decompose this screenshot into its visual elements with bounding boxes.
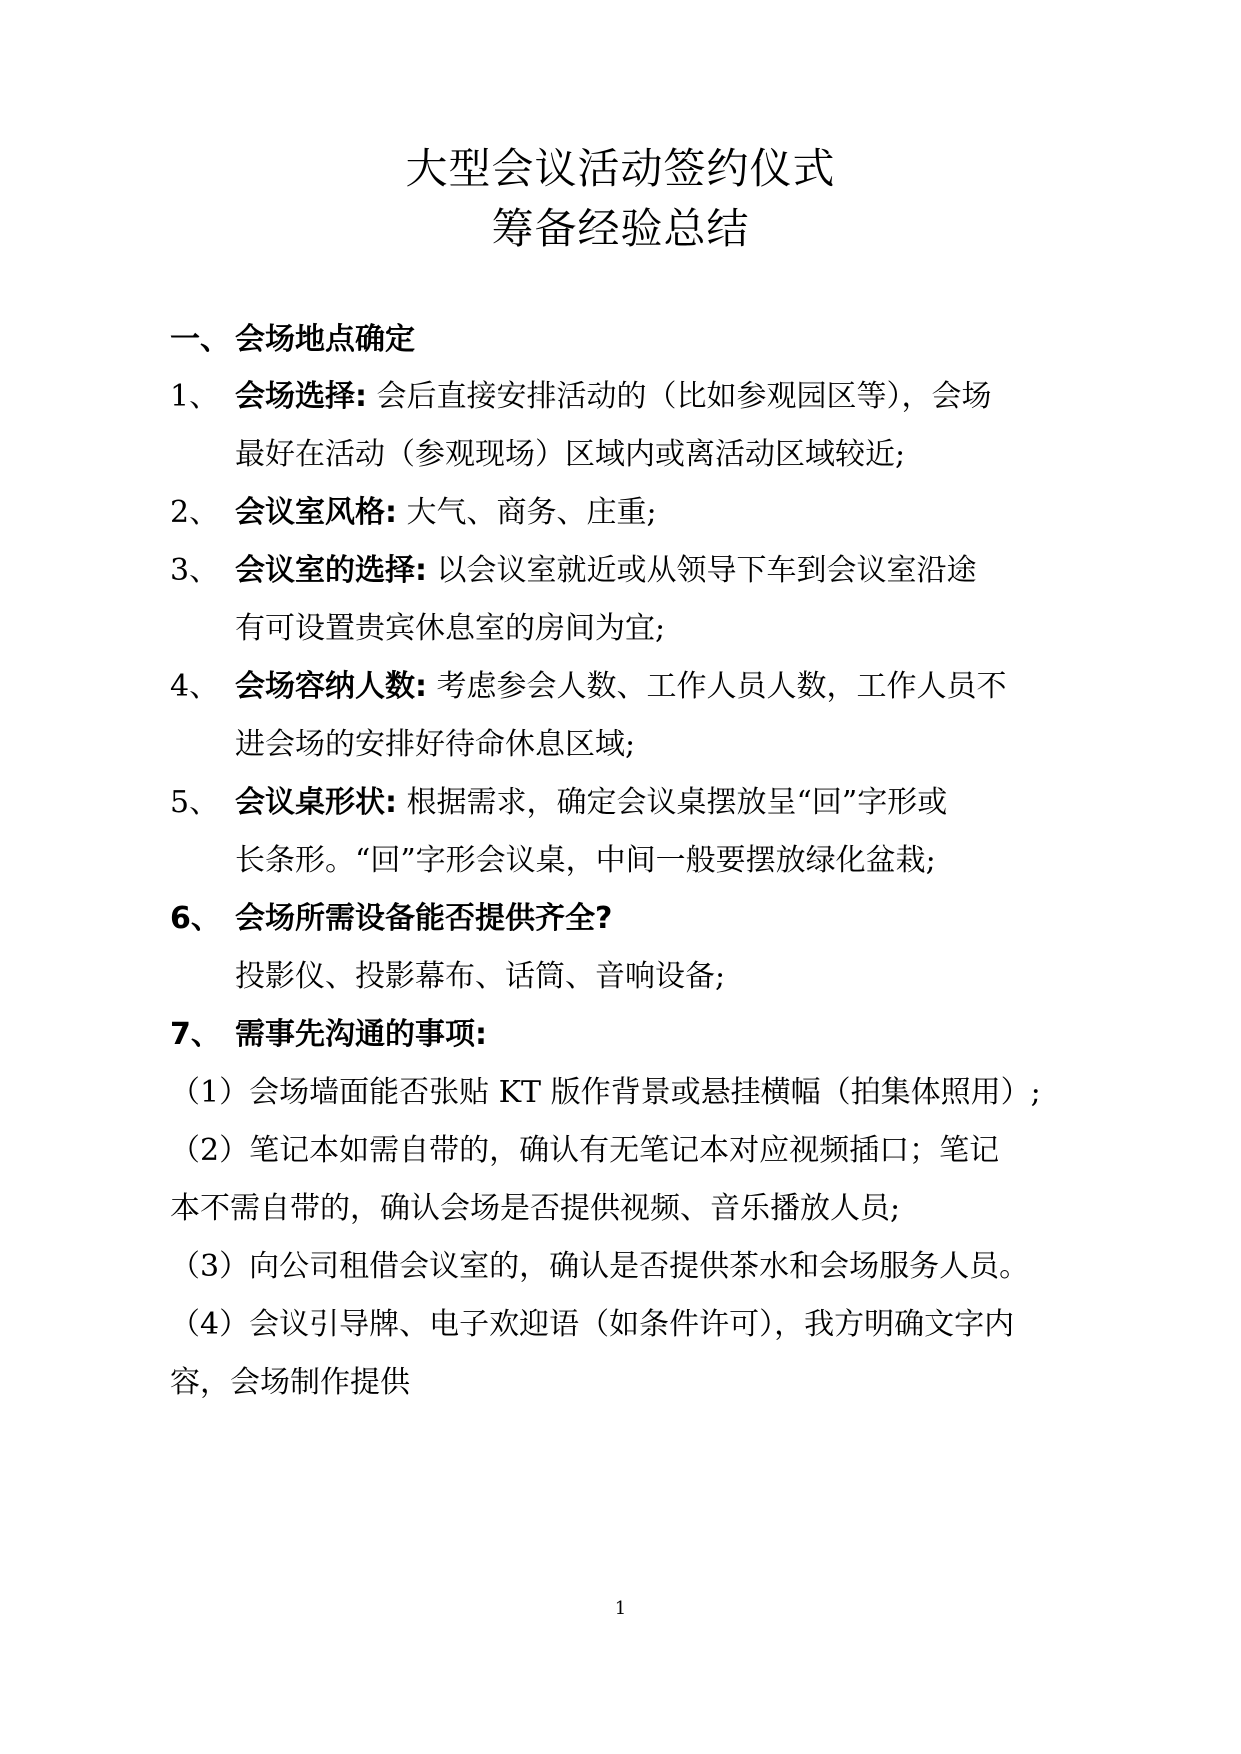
item-number-1: 1、 [170, 379, 220, 414]
item-4-text: 考虑参会人数、工作人员人数，工作人员不 [436, 669, 1007, 704]
item-2-label: 会议室风格: [235, 495, 397, 530]
item-number-5: 5、 [170, 785, 220, 820]
document-title-line-2: 筹备经验总结 [491, 204, 750, 253]
item-7-label: 需事先沟通的事项: [235, 1017, 487, 1052]
item-2-first-line [235, 493, 657, 533]
item-1-label: 会场选择: [235, 379, 367, 414]
section-number: 一、 [170, 322, 230, 357]
item-4-second-line: 进会场的安排好待命休息区域; [235, 727, 636, 762]
section-heading: 会场地点确定 [235, 322, 415, 357]
item-5-text: 根据需求，确定会议桌摆放呈“回”字形或 [406, 785, 948, 820]
item-number-7: 7、 [170, 1017, 221, 1052]
item-5-second-line: 长条形。“回”字形会议桌，中间一般要摆放绿化盆栽; [235, 843, 936, 878]
item-4-first-line [235, 667, 1007, 707]
item-3-text: 以会议室就近或从领导下车到会议室沿途 [436, 553, 977, 588]
item-1-first-line [235, 377, 992, 417]
item-number-3: 3、 [170, 553, 220, 588]
sub-item-line-5: （4）会议引导牌、电子欢迎语（如条件许可），我方明确文字内 [170, 1307, 1015, 1342]
item-3-label: 会议室的选择: [235, 553, 427, 588]
item-1-text: 会后直接安排活动的（比如参观园区等），会场 [376, 379, 992, 414]
page-number: 1 [614, 1598, 627, 1619]
sub-item-line-2: （2）笔记本如需自带的，确认有无笔记本对应视频插口；笔记 [170, 1133, 1000, 1168]
item-1-second-line: 最好在活动（参观现场）区域内或离活动区域较近; [235, 437, 906, 472]
item-5-first-line [235, 783, 947, 823]
sub-item-line-3: 本不需自带的，确认会场是否提供视频、音乐播放人员; [170, 1191, 901, 1226]
item-number-2: 2、 [170, 495, 220, 530]
document-title-line-1: 大型会议活动签约仪式 [405, 144, 836, 193]
sub-item-line-1: （1）会场墙面能否张贴 KT 版作背景或悬挂横幅（拍集体照用）; [170, 1075, 1041, 1110]
item-number-6: 6、 [170, 901, 221, 936]
sub-item-line-4: （3）向公司租借会议室的，确认是否提供茶水和会场服务人员。 [170, 1249, 1030, 1284]
item-3-second-line: 有可设置贵宾休息室的房间为宜; [235, 611, 666, 646]
item-number-4: 4、 [170, 669, 220, 704]
item-3-first-line [235, 551, 977, 591]
item-6-second-line: 投影仪、投影幕布、话筒、音响设备; [235, 959, 726, 994]
item-2-text: 大气、商务、庄重; [406, 495, 657, 530]
item-6-label: 会场所需设备能否提供齐全? [235, 901, 613, 936]
item-4-label: 会场容纳人数: [235, 669, 427, 704]
item-5-label: 会议桌形状: [235, 785, 397, 820]
sub-item-line-6: 容，会场制作提供 [170, 1365, 410, 1400]
